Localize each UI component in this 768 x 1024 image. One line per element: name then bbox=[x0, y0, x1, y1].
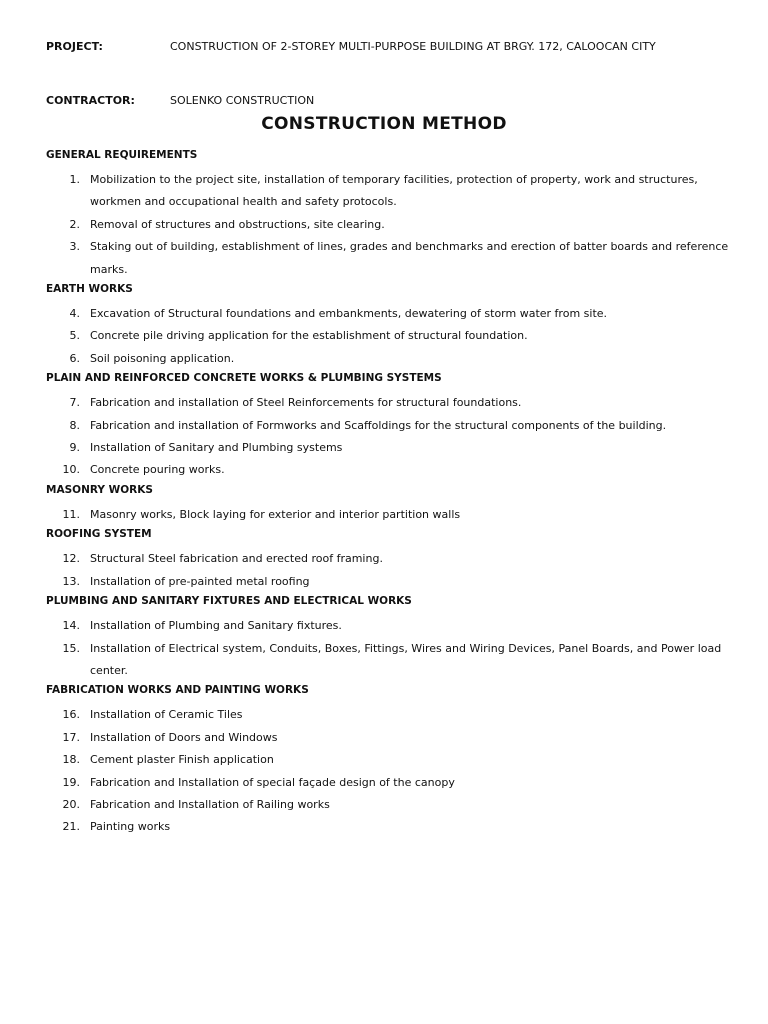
item-number: 6. bbox=[69, 351, 80, 365]
item-text: Fabrication and Installation of special façade design of the canopy bbox=[90, 775, 455, 789]
item-text: Mobilization to the project site, installation of temporary facilities, protection of property, work and structures, workmen and occupational health and safety protocols. bbox=[90, 173, 698, 209]
section-heading: PLAIN AND REINFORCED CONCRETE WORKS & PLUMBING SYSTEMS bbox=[46, 372, 442, 385]
item-text: Concrete pile driving application for the establishment of structural foundation. bbox=[90, 329, 528, 343]
contractor-label: CONTRACTOR: bbox=[46, 94, 135, 107]
list-item bbox=[46, 459, 738, 481]
item-text: Removal of structures and obstructions, site clearing. bbox=[90, 217, 385, 231]
document-title: CONSTRUCTION METHOD bbox=[261, 114, 507, 134]
list-item bbox=[46, 727, 738, 749]
item-text: Fabrication and Installation of Railing works bbox=[90, 797, 330, 811]
project-value: CONSTRUCTION OF 2-STOREY MULTI-PURPOSE BUILDING AT BRGY. 172, CALOOCAN CITY bbox=[170, 40, 656, 53]
item-text: Installation of Plumbing and Sanitary fixtures. bbox=[90, 619, 342, 633]
list-item bbox=[46, 303, 738, 325]
list-item bbox=[46, 615, 738, 637]
item-text: Installation of Ceramic Tiles bbox=[90, 708, 243, 722]
item-number: 8. bbox=[69, 418, 80, 432]
item-text: Fabrication and installation of Steel Reinforcements for structural foundations. bbox=[90, 396, 522, 410]
item-text: Installation of Sanitary and Plumbing systems bbox=[90, 441, 343, 455]
item-number: 9. bbox=[69, 441, 80, 455]
item-number: 11. bbox=[62, 507, 80, 521]
list-item bbox=[46, 348, 738, 370]
section-heading: FABRICATION WORKS AND PAINTING WORKS bbox=[46, 684, 309, 697]
item-text: Concrete pouring works. bbox=[90, 463, 225, 477]
list-item bbox=[46, 749, 738, 771]
item-text: Masonry works, Block laying for exterior and interior partition walls bbox=[90, 507, 461, 521]
item-number: 1. bbox=[69, 173, 80, 186]
project-label: PROJECT: bbox=[46, 40, 103, 53]
list-item bbox=[46, 325, 738, 347]
section-heading: EARTH WORKS bbox=[46, 283, 133, 296]
list-item bbox=[46, 772, 738, 794]
item-text: Painting works bbox=[90, 820, 171, 834]
section-heading: GENERAL REQUIREMENTS bbox=[46, 149, 198, 161]
item-number: 16. bbox=[62, 708, 80, 722]
item-text: Excavation of Structural foundations and embankments, dewatering of storm water from site. bbox=[90, 307, 608, 321]
list-item bbox=[46, 504, 738, 526]
item-number: 5. bbox=[69, 329, 80, 343]
item-number: 12. bbox=[62, 552, 80, 566]
section-heading: ROOFING SYSTEM bbox=[46, 528, 152, 541]
item-text: Soil poisoning application. bbox=[90, 351, 235, 365]
list-item bbox=[46, 638, 738, 683]
list-item bbox=[46, 415, 738, 437]
item-number: 3. bbox=[69, 240, 80, 254]
item-text: Installation of Doors and Windows bbox=[90, 730, 278, 744]
list-item bbox=[46, 392, 738, 414]
list-item bbox=[46, 704, 738, 726]
contractor-value: SOLENKO CONSTRUCTION bbox=[170, 94, 315, 107]
item-number: 4. bbox=[69, 307, 80, 321]
item-text: Staking out of building, establishment of lines, grades and benchmarks and erection of batter boards and reference marks. bbox=[90, 240, 729, 276]
item-text: Installation of Electrical system, Conduits, Boxes, Fittings, Wires and Wiring Devices, Panel Boards, and Power load center. bbox=[90, 641, 722, 677]
item-number: 15. bbox=[62, 641, 80, 655]
item-number: 20. bbox=[62, 797, 80, 811]
item-number: 2. bbox=[69, 217, 80, 231]
item-text: Fabrication and installation of Formworks and Scaffoldings for the structural components of the building. bbox=[90, 418, 667, 432]
item-number: 19. bbox=[62, 775, 80, 789]
contractor-row bbox=[46, 93, 748, 109]
list-item bbox=[46, 548, 738, 570]
item-number: 18. bbox=[62, 753, 80, 767]
item-number: 10. bbox=[62, 463, 80, 477]
list-item bbox=[46, 571, 738, 593]
item-number: 14. bbox=[62, 619, 80, 633]
item-number: 21. bbox=[62, 820, 80, 834]
item-text: Installation of pre-painted metal roofing bbox=[90, 574, 310, 588]
item-text: Structural Steel fabrication and erected roof framing. bbox=[90, 552, 383, 566]
item-number: 7. bbox=[69, 396, 80, 410]
method-content bbox=[46, 147, 738, 839]
list-item bbox=[46, 794, 738, 816]
item-number: 13. bbox=[62, 574, 80, 588]
item-number: 17. bbox=[62, 730, 80, 744]
list-item bbox=[46, 214, 738, 236]
list-item bbox=[46, 169, 738, 214]
list-item bbox=[46, 437, 738, 459]
section-heading: MASONRY WORKS bbox=[46, 483, 153, 496]
list-item bbox=[46, 236, 738, 281]
item-text: Cement plaster Finish application bbox=[90, 753, 274, 767]
list-item bbox=[46, 816, 738, 838]
project-row bbox=[46, 39, 748, 55]
section-heading: PLUMBING AND SANITARY FIXTURES AND ELECTRICAL WORKS bbox=[46, 595, 412, 608]
